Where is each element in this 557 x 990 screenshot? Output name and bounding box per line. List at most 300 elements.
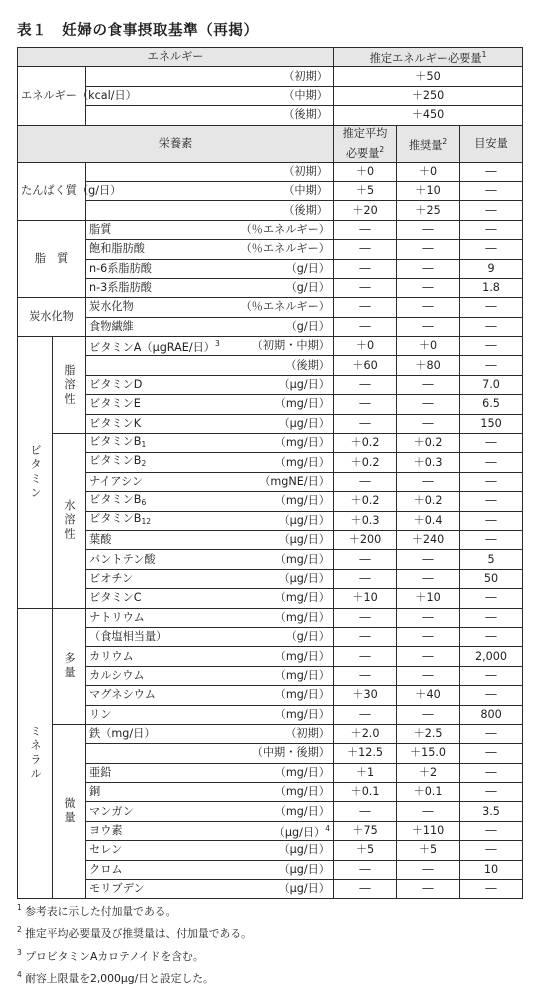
unit: （g/日） bbox=[285, 261, 330, 275]
unit: （mg/日） bbox=[274, 649, 330, 663]
ai-cell: 3.5 bbox=[460, 802, 523, 821]
nutrient-name: カルシウム bbox=[89, 668, 145, 682]
footnote-text: プロビタミンAカロテノイドを含む。 bbox=[25, 949, 204, 963]
table-row bbox=[18, 453, 523, 472]
nutrient-name: モリブデン bbox=[89, 882, 145, 896]
nutrient-name-wrap bbox=[89, 822, 330, 840]
nutrient-name-cell bbox=[86, 627, 334, 646]
ear-cell: ＋0 bbox=[334, 162, 397, 181]
nutrient-label bbox=[89, 378, 142, 392]
nutrient-label bbox=[89, 882, 145, 896]
nutrient-name-cell bbox=[86, 821, 334, 840]
unit-label bbox=[275, 766, 330, 780]
unit: （mg/日） bbox=[274, 436, 330, 450]
nutrient-name-wrap bbox=[89, 397, 330, 411]
nutrient-name-cell bbox=[86, 395, 334, 414]
group-label-cell bbox=[53, 337, 86, 434]
group-label-cell bbox=[53, 608, 86, 724]
ai-cell: ― bbox=[460, 298, 523, 317]
ear-header bbox=[334, 125, 397, 162]
group-label: 水溶性 bbox=[63, 499, 76, 543]
rda-cell: ― bbox=[397, 880, 460, 899]
subscript: 6 bbox=[141, 497, 147, 507]
nutrient-name-cell bbox=[86, 550, 334, 569]
table-row bbox=[18, 686, 523, 705]
energy-header: エネルギー bbox=[18, 48, 334, 67]
nutrient-name-wrap bbox=[89, 746, 330, 760]
rda-cell: ＋0.2 bbox=[397, 492, 460, 511]
ear-cell: ― bbox=[334, 666, 397, 685]
unit-label bbox=[275, 591, 330, 605]
unit: （mg/日） bbox=[274, 765, 330, 779]
ear-cell: ＋0.2 bbox=[334, 492, 397, 511]
unit: （μg/日） bbox=[278, 533, 330, 547]
group-label-cell bbox=[18, 608, 53, 899]
rda-cell: ― bbox=[397, 627, 460, 646]
footnote-ref: 3 bbox=[215, 339, 220, 349]
rda-cell: ＋110 bbox=[397, 821, 460, 840]
stage-cell: （初期） bbox=[86, 67, 334, 86]
nutrient-name-cell bbox=[86, 802, 334, 821]
nutrient-name: ビオチン bbox=[89, 571, 134, 585]
nutrient-name: 脂質 bbox=[89, 222, 112, 236]
nutrient-name: ナトリウム bbox=[89, 610, 145, 624]
nutrient-header: 栄養素 bbox=[18, 125, 334, 162]
nutrient-name: マンガン bbox=[89, 804, 134, 818]
rda-cell: ― bbox=[397, 298, 460, 317]
table-row bbox=[18, 511, 523, 530]
nutrient-name-cell bbox=[86, 298, 334, 317]
nutrient-name: ビタミンB bbox=[89, 512, 142, 526]
unit: （mg/日） bbox=[274, 455, 330, 469]
nutrient-name: パントテン酸 bbox=[89, 552, 156, 566]
ai-cell: ― bbox=[460, 627, 523, 646]
nutrient-label bbox=[89, 669, 145, 683]
ear-cell: ― bbox=[334, 647, 397, 666]
ai-cell: ― bbox=[460, 453, 523, 472]
ear-cell: ＋30 bbox=[334, 686, 397, 705]
nutrient-name-wrap bbox=[89, 708, 330, 722]
nutrient-label bbox=[89, 650, 134, 664]
stage-cell: （中期） bbox=[86, 181, 334, 200]
ear-cell: ＋20 bbox=[334, 201, 397, 220]
rda-header-label: 推奨量 bbox=[408, 138, 443, 152]
unit-label bbox=[275, 785, 330, 799]
nutrient-name: セレン bbox=[89, 843, 123, 857]
nutrient-label bbox=[89, 493, 146, 510]
nutrient-name-wrap bbox=[89, 454, 330, 471]
unit-label bbox=[286, 262, 330, 276]
rda-cell: ＋5 bbox=[397, 841, 460, 860]
rda-cell: ― bbox=[397, 647, 460, 666]
rda-cell: ＋0.3 bbox=[397, 453, 460, 472]
rda-cell: ― bbox=[397, 278, 460, 297]
rda-header bbox=[397, 125, 460, 162]
ear-header-label: 必要量 bbox=[345, 146, 380, 160]
ai-cell: ― bbox=[460, 162, 523, 181]
ai-cell: 150 bbox=[460, 414, 523, 433]
nutrient-name: 鉄（mg/日） bbox=[89, 727, 156, 741]
ear-cell: ― bbox=[334, 317, 397, 336]
unit: （g/日） bbox=[285, 281, 330, 295]
nutrient-name: クロム bbox=[89, 862, 123, 876]
unit: （mg/日） bbox=[274, 552, 330, 566]
ear-cell: ― bbox=[334, 472, 397, 491]
unit: （％エネルギー） bbox=[240, 300, 330, 314]
footnote bbox=[17, 921, 537, 943]
stage-label: （初期・中期） bbox=[251, 339, 330, 353]
ai-cell: ― bbox=[460, 492, 523, 511]
eer-header-label: 推定エネルギー必要量 bbox=[369, 52, 482, 66]
nutrient-label bbox=[89, 454, 146, 471]
stage-label: （後期） bbox=[285, 358, 330, 372]
unit-label bbox=[278, 572, 330, 586]
nutrition-table bbox=[17, 47, 523, 899]
nutrient-name: n-6系脂肪酸 bbox=[89, 261, 152, 275]
nutrient-label bbox=[89, 337, 220, 355]
unit-label bbox=[274, 822, 330, 840]
nutrient-label bbox=[89, 824, 123, 838]
unit: （mg/日） bbox=[274, 494, 330, 508]
footnote bbox=[17, 899, 537, 921]
nutrient-name: ビタミンC bbox=[89, 591, 142, 605]
rda-cell: ― bbox=[397, 259, 460, 278]
nutrient-name-wrap bbox=[89, 337, 330, 355]
rda-cell: ― bbox=[397, 220, 460, 239]
ai-cell: ― bbox=[460, 220, 523, 239]
unit-label bbox=[240, 300, 330, 314]
nutrient-name-cell bbox=[86, 356, 334, 375]
nutrient-name-wrap bbox=[89, 843, 330, 857]
nutrient-name-cell bbox=[86, 705, 334, 724]
ai-cell: ― bbox=[460, 763, 523, 782]
nutrient-name: 食物繊維 bbox=[89, 319, 134, 333]
nutrient-label bbox=[89, 435, 146, 452]
ai-cell: 1.8 bbox=[460, 278, 523, 297]
rda-cell: ― bbox=[397, 317, 460, 336]
rda-cell: ＋80 bbox=[397, 356, 460, 375]
nutrient-label bbox=[89, 281, 152, 295]
ear-cell: ＋5 bbox=[334, 841, 397, 860]
nutrient-name-cell bbox=[86, 880, 334, 899]
nutrient-label bbox=[89, 611, 145, 625]
ear-cell: ― bbox=[334, 278, 397, 297]
nutrient-name-cell bbox=[86, 860, 334, 879]
nutrient-name-wrap bbox=[89, 417, 330, 431]
rda-cell: ― bbox=[397, 414, 460, 433]
stage-cell: （後期） bbox=[86, 201, 334, 220]
unit-label bbox=[275, 553, 330, 567]
unit-label bbox=[286, 320, 330, 334]
ear-cell: ＋0.3 bbox=[334, 511, 397, 530]
nutrient-name-wrap bbox=[89, 378, 330, 392]
nutrient-name: 銅 bbox=[89, 785, 101, 799]
unit: （μg/日） bbox=[278, 571, 330, 585]
table-row bbox=[18, 821, 523, 840]
nutrient-name: ビタミンK bbox=[89, 416, 142, 430]
unit-label bbox=[278, 417, 330, 431]
nutrient-name: ビタミンB bbox=[89, 454, 142, 468]
rda-cell: ― bbox=[397, 240, 460, 259]
nutrient-label bbox=[89, 553, 156, 567]
footnote-text: 耐容上限量を2,000μg/日と設定した。 bbox=[25, 972, 214, 986]
table-row bbox=[18, 434, 523, 453]
group-label: 多量 bbox=[63, 652, 76, 681]
nutrient-name-wrap bbox=[89, 553, 330, 567]
nutrient-name-wrap bbox=[89, 512, 330, 529]
ear-cell: ＋75 bbox=[334, 821, 397, 840]
nutrient-name-wrap bbox=[89, 688, 330, 702]
unit-label bbox=[278, 843, 330, 857]
page-title: 表１ 妊婦の食事摂取基準（再掲） bbox=[17, 23, 259, 39]
rda-cell: ＋40 bbox=[397, 686, 460, 705]
table-row bbox=[18, 550, 523, 569]
nutrient-label bbox=[89, 242, 145, 256]
stage-cell: （初期） bbox=[86, 162, 334, 181]
ear-cell: ― bbox=[334, 259, 397, 278]
nutrient-name-wrap bbox=[89, 359, 330, 373]
ai-header: 目安量 bbox=[460, 125, 523, 162]
unit-label bbox=[275, 494, 330, 508]
rda-cell: ＋10 bbox=[397, 589, 460, 608]
ear-cell: ― bbox=[334, 705, 397, 724]
table-row bbox=[18, 472, 523, 491]
nutrient-name-wrap bbox=[89, 805, 330, 819]
table-row bbox=[18, 647, 523, 666]
nutrient-name-wrap bbox=[89, 475, 330, 489]
unit-label bbox=[286, 630, 330, 644]
table-row bbox=[18, 589, 523, 608]
unit: （μg/日） bbox=[273, 826, 326, 840]
nutrient-name-wrap bbox=[89, 223, 330, 237]
table-row bbox=[18, 356, 523, 375]
ai-cell: ― bbox=[460, 181, 523, 200]
unit-label bbox=[240, 242, 330, 256]
rda-cell: ― bbox=[397, 472, 460, 491]
ear-cell: ＋0.2 bbox=[334, 453, 397, 472]
nutrient-name-cell bbox=[86, 453, 334, 472]
rda-cell: ＋0.1 bbox=[397, 783, 460, 802]
nutrient-name-cell bbox=[86, 744, 334, 763]
ai-cell: 800 bbox=[460, 705, 523, 724]
nutrient-name-wrap bbox=[89, 300, 330, 314]
ear-cell: ＋12.5 bbox=[334, 744, 397, 763]
stage-label: （中期・後期） bbox=[251, 746, 330, 760]
group-label: 脂溶性 bbox=[63, 363, 76, 407]
nutrient-label bbox=[89, 572, 133, 586]
ear-cell: ＋0.2 bbox=[334, 434, 397, 453]
nutrient-name-cell bbox=[86, 530, 334, 549]
unit-label bbox=[278, 533, 330, 547]
nutrient-name-wrap bbox=[89, 785, 330, 799]
rda-cell: ＋2.5 bbox=[397, 724, 460, 743]
nutrient-name-wrap bbox=[89, 242, 330, 256]
nutrient-label bbox=[89, 863, 123, 877]
ear-cell: ― bbox=[334, 550, 397, 569]
nutrient-name-cell bbox=[86, 647, 334, 666]
group-label-cell bbox=[18, 337, 53, 608]
table-row bbox=[18, 569, 523, 588]
unit: （mg/日） bbox=[274, 785, 330, 799]
nutrient-name: n-3系脂肪酸 bbox=[89, 281, 152, 295]
ear-cell: ＋0 bbox=[334, 337, 397, 356]
rda-cell: ＋240 bbox=[397, 530, 460, 549]
nutrient-label bbox=[89, 397, 141, 411]
ear-cell: ＋5 bbox=[334, 181, 397, 200]
nutrient-name-cell bbox=[86, 414, 334, 433]
ear-cell: ― bbox=[334, 627, 397, 646]
rda-cell: ― bbox=[397, 860, 460, 879]
table-row bbox=[18, 259, 523, 278]
unit-label bbox=[259, 475, 330, 489]
nutrient-label bbox=[89, 766, 111, 780]
ai-cell: 10 bbox=[460, 860, 523, 879]
ear-cell: ＋2.0 bbox=[334, 724, 397, 743]
nutrient-label bbox=[89, 843, 122, 857]
nutrient-name-cell bbox=[86, 434, 334, 453]
rda-cell: ＋25 bbox=[397, 201, 460, 220]
table-row bbox=[18, 395, 523, 414]
unit-label bbox=[240, 223, 330, 237]
ai-cell: 5 bbox=[460, 550, 523, 569]
footnotes bbox=[17, 899, 537, 989]
table-row bbox=[18, 414, 523, 433]
eer-value: ＋450 bbox=[334, 106, 523, 125]
table-row bbox=[18, 763, 523, 782]
nutrient-name-wrap bbox=[89, 727, 330, 741]
ai-cell: ― bbox=[460, 472, 523, 491]
ear-cell: ＋10 bbox=[334, 589, 397, 608]
nutrient-name: 飽和脂肪酸 bbox=[89, 242, 145, 256]
nutrient-name: （食塩相当量） bbox=[89, 630, 168, 644]
nutrient-label bbox=[89, 512, 151, 529]
nutrient-name-cell bbox=[86, 240, 334, 259]
unit: （mg/日） bbox=[274, 688, 330, 702]
ai-cell: ― bbox=[460, 337, 523, 356]
footnote-ref: 2 bbox=[442, 136, 448, 146]
unit-label bbox=[278, 882, 330, 896]
unit: （mg/日） bbox=[274, 707, 330, 721]
table-row bbox=[18, 783, 523, 802]
table-row bbox=[18, 705, 523, 724]
nutrient-name: マグネシウム bbox=[89, 688, 156, 702]
rda-cell: ＋0 bbox=[397, 162, 460, 181]
table-row bbox=[18, 162, 523, 181]
nutrient-name: ビタミンE bbox=[89, 397, 141, 411]
nutrient-label bbox=[89, 591, 142, 605]
ai-cell: ― bbox=[460, 724, 523, 743]
rda-cell: ― bbox=[397, 569, 460, 588]
unit: （mg/日） bbox=[274, 610, 330, 624]
nutrient-name-cell bbox=[86, 259, 334, 278]
ai-cell: ― bbox=[460, 686, 523, 705]
table-row bbox=[18, 608, 523, 627]
nutrient-name-cell bbox=[86, 337, 334, 356]
nutrient-name: リン bbox=[89, 707, 112, 721]
unit: （mg/日） bbox=[274, 591, 330, 605]
subscript: 1 bbox=[141, 439, 147, 449]
eer-header bbox=[334, 48, 523, 67]
stage-cell: （中期） bbox=[86, 86, 334, 105]
ai-cell: ― bbox=[460, 201, 523, 220]
nutrient-name-cell bbox=[86, 492, 334, 511]
nutrient-label bbox=[89, 262, 152, 276]
ai-cell: ― bbox=[460, 841, 523, 860]
rda-cell: ― bbox=[397, 608, 460, 627]
nutrient-label bbox=[89, 708, 111, 722]
table-row bbox=[18, 627, 523, 646]
ear-cell: ― bbox=[334, 414, 397, 433]
footnote-ref: 1 bbox=[481, 50, 487, 60]
footnote-number: 3 bbox=[17, 947, 22, 957]
group-label: ビタミン bbox=[29, 443, 42, 501]
nutrient-name-wrap bbox=[89, 882, 330, 896]
nutrient-label bbox=[89, 300, 134, 314]
nutrient-label bbox=[89, 475, 143, 489]
nutrient-label bbox=[89, 688, 156, 702]
nutrient-label bbox=[89, 320, 134, 334]
ai-cell: ― bbox=[460, 744, 523, 763]
nutrient-name-wrap bbox=[89, 435, 330, 452]
ai-cell: 2,000 bbox=[460, 647, 523, 666]
nutrient-name-cell bbox=[86, 569, 334, 588]
table-row bbox=[18, 802, 523, 821]
nutrient-name-cell bbox=[86, 841, 334, 860]
footnote-number: 1 bbox=[17, 903, 22, 912]
nutrient-label bbox=[89, 630, 167, 644]
table-row bbox=[18, 317, 523, 336]
rda-cell: ― bbox=[397, 666, 460, 685]
ear-cell: ＋1 bbox=[334, 763, 397, 782]
ai-cell: ― bbox=[460, 666, 523, 685]
rda-cell: ― bbox=[397, 550, 460, 569]
table-row bbox=[18, 860, 523, 879]
unit-label bbox=[275, 669, 330, 683]
ai-cell: ― bbox=[460, 821, 523, 840]
group-label: 微量 bbox=[63, 797, 76, 826]
unit: （g/日） bbox=[285, 630, 330, 644]
nutrient-name: 炭水化物 bbox=[89, 300, 134, 314]
nutrient-label bbox=[89, 785, 100, 799]
group-label: ミネラル bbox=[29, 725, 42, 782]
nutrient-name-wrap bbox=[89, 591, 330, 605]
nutrient-name: 亜鉛 bbox=[89, 765, 112, 779]
rda-cell: ＋15.0 bbox=[397, 744, 460, 763]
footnote-text: 推定平均必要量及び推奨量は、付加量である。 bbox=[25, 927, 252, 941]
ai-cell: ― bbox=[460, 880, 523, 899]
unit: （mg/日） bbox=[274, 397, 330, 411]
nutrient-name-cell bbox=[86, 375, 334, 394]
ear-cell: ＋60 bbox=[334, 356, 397, 375]
unit: （g/日） bbox=[285, 319, 330, 333]
unit: （μg/日） bbox=[278, 843, 330, 857]
protein-label: たんぱく質（g/日） bbox=[18, 162, 86, 220]
nutrient-name-cell bbox=[86, 666, 334, 685]
ear-cell: ― bbox=[334, 240, 397, 259]
nutrient-name-wrap bbox=[89, 262, 330, 276]
ai-cell: ― bbox=[460, 317, 523, 336]
ai-cell: 7.0 bbox=[460, 375, 523, 394]
nutrient-name: ナイアシン bbox=[89, 475, 144, 488]
rda-cell: ＋0.2 bbox=[397, 434, 460, 453]
group-label-cell bbox=[53, 724, 86, 899]
carb-group-label: 炭水化物 bbox=[18, 298, 86, 337]
ai-cell: 9 bbox=[460, 259, 523, 278]
unit-label bbox=[275, 805, 330, 819]
nutrient-name: ビタミンD bbox=[89, 378, 143, 392]
nutrient-name-wrap bbox=[89, 320, 330, 334]
footnote-text: 参考表に示した付加量である。 bbox=[25, 905, 177, 918]
